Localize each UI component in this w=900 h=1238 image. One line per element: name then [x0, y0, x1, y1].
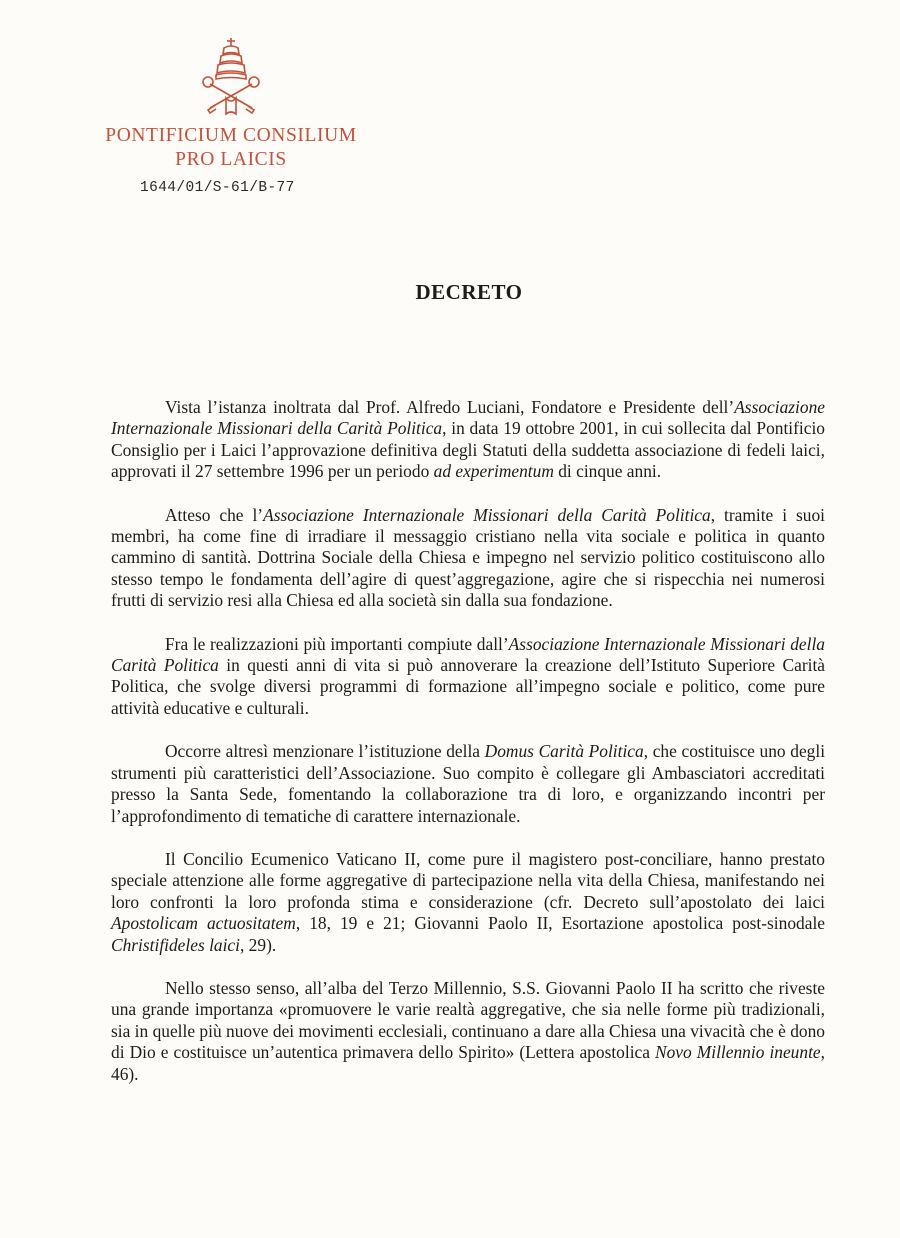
text-run: Vista l’istanza inoltrata dal Prof. Alfredo Luciani, Fondatore e Presidente dell’	[165, 397, 735, 417]
text-run: Fra le realizzazioni più importanti compiute dall’	[165, 633, 509, 654]
text-run: Occorre altresì menzionare l’istituzione della	[165, 741, 485, 762]
letterhead-line-2: PRO LAICIS	[175, 149, 287, 170]
text-run: , 18, 19 e 21; Giovanni Paolo II, Esortazione apostolica post-sinodale	[295, 913, 825, 934]
text-run: , che costituisce uno degli strumenti più caratteristici dell’Associazione. Suo compito è collegare gli Ambasciatori accreditati presso la Santa Sede, fomentando la collaborazione tra di loro, e organizzando incontri per l’approfondimento di tematiche di carattere internazionale.	[111, 741, 826, 826]
italic-text: ad experimentum	[433, 461, 554, 482]
italic-text: Christifideles laici	[111, 934, 240, 955]
text-run: Il Concilio Ecumenico Vaticano II, come pure il magistero post-conciliare, hanno prestato speciale attenzione alle forme aggregative di partecipazione nella vita della Chiesa, manifestando nei loro confronti la loro profonda stima e considerazione (cfr. Decreto sull’apostolato dei laici	[111, 848, 825, 912]
letterhead	[84, 124, 378, 172]
paragraph	[111, 505, 825, 612]
italic-text: Domus Carità Politica	[484, 741, 644, 762]
text-run: , in data 19 ottobre 2001, in cui sollecita dal Pontificio Consiglio per i Laici l’approvazione definitiva degli Statuti della suddetta associazione di fedeli laici, approvati il 27 settembre 1996 per un periodo	[111, 418, 826, 482]
papal-coat-of-arms-icon	[196, 36, 266, 118]
protocol-number: 1644/01/S-61/B-77	[140, 180, 295, 196]
letterhead-line-1: PONTIFICIUM CONSILIUM	[105, 125, 357, 146]
text-run: in questi anni di vita si può annoverare la creazione dell’Istituto Superiore Carità Politica, che svolge diversi programmi di formazione all’impegno sociale e politico, come pure attività educative e culturali.	[111, 655, 826, 718]
document-title: DECRETO	[415, 280, 523, 304]
paragraph	[111, 634, 825, 720]
text-run: , 46).	[111, 1042, 825, 1084]
text-run: di cinque anni.	[553, 461, 662, 482]
text-run: Nello stesso senso, all’alba del Terzo Millennio, S.S. Giovanni Paolo II ha scritto che riveste una grande importanza «promuovere le varie realtà aggregative, che sia nelle forme più tradizionali, sia in quelle più nuove dei movimenti ecclesiali, continuano a dare alla Chiesa una vivacità che è dono di Dio e costituisce un’autentica primavera dello Spirito» (Lettera apostolica	[111, 977, 825, 1063]
italic-text: Associazione Internazionale Missionari della Carità Politica	[111, 397, 825, 439]
paragraph	[111, 397, 825, 483]
italic-text: Novo Millennio ineunte	[655, 1042, 821, 1063]
text-run: Atteso che l’	[165, 504, 264, 525]
document-body	[111, 397, 825, 1107]
paragraph	[111, 978, 825, 1085]
italic-text: Apostolicam actuositatem	[111, 913, 296, 934]
paragraph	[111, 849, 825, 956]
paragraph	[111, 741, 825, 827]
text-run: , 29).	[239, 934, 277, 955]
italic-text: Associazione Internazionale Missionari della Carità Politica	[263, 504, 711, 525]
text-run: , tramite i suoi membri, ha come fine di irradiare il messaggio cristiano nella vita sociale e politica in quanto cammino di santità. Dottrina Sociale della Chiesa e impegno nel servizio politico costituiscono allo stesso tempo le fondamenta dell’agire di quest’aggregazione, agire che si rispecchia nei numerosi frutti di servizio resi alla Chiesa ed alla società sin dalla sua fondazione.	[111, 504, 826, 611]
italic-text: Associazione Internazionale Missionari della Carità Politica	[111, 633, 825, 676]
